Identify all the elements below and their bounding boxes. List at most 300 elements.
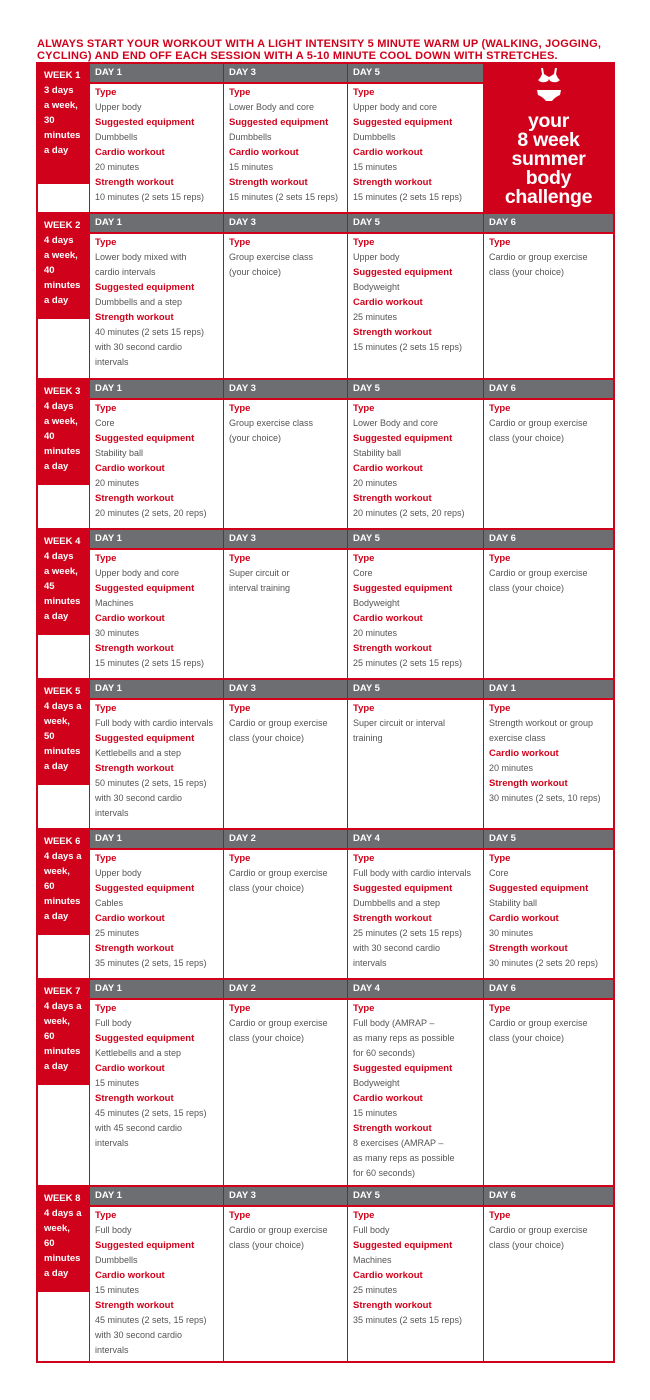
field-label: Type [229,553,251,564]
day-details [224,84,347,205]
week-frequency-line: week, [44,1223,70,1234]
field-label: Suggested equipment [353,883,453,894]
field-value: Dumbbells [229,132,272,142]
day-header: DAY 3 [224,680,347,700]
day-cell [348,1187,484,1361]
day-cell [224,64,348,212]
week-frequency-line: 4 days a [44,1001,82,1012]
field-value: 20 minutes [353,478,398,488]
day-details [348,550,483,671]
field-value: 15 minutes [353,162,398,172]
field-value: 25 minutes (2 sets 15 reps) [353,658,463,668]
week-label-block [38,214,89,319]
day-cell [348,680,484,828]
week-row [38,64,613,212]
day-details [348,700,483,746]
field-value: 20 minutes [95,478,140,488]
day-header: DAY 1 [90,980,223,1000]
day-header: DAY 3 [224,64,347,84]
field-label: Cardio workout [95,147,165,158]
field-value: Dumbbells and a step [353,898,441,908]
day-cell [90,980,224,1185]
day-header: DAY 1 [90,680,223,700]
week-frequency-line: minutes [44,130,81,141]
field-label: Type [95,1003,117,1014]
field-value: Cardio or group exercise class (your choice) [489,1225,588,1250]
day-details [224,1207,347,1253]
day-cell [224,530,348,678]
field-value: 30 minutes (2 sets, 10 reps) [489,793,601,803]
week-frequency-line: minutes [44,746,81,757]
day-header: DAY 3 [224,380,347,400]
field-value: Bodyweight [353,282,400,292]
field-value: Full body with cardio intervals [353,868,472,878]
day-details [90,84,223,205]
field-label: Type [95,703,117,714]
field-value: Full body (AMRAP – as many reps as possible for 60 seconds) [353,1018,455,1058]
week-frequency-line: a day [44,911,69,922]
day-cell [484,1187,613,1361]
week-frequency-line: week, [44,1016,70,1027]
week-frequency-line: 60 [44,1238,55,1249]
day-details [224,850,347,896]
week-frequency-line: 4 days [44,235,74,246]
day-details [348,84,483,205]
bikini-icon [536,68,562,106]
week-label-cell [38,1187,90,1361]
field-label: Type [229,853,251,864]
field-label: Type [229,1003,251,1014]
field-label: Strength workout [353,1300,432,1311]
intro-instructions: ALWAYS START YOUR WORKOUT WITH A LIGHT INTENSITY 5 MINUTE WARM UP (WALKING, JOGGING, CYCLING) AND END OFF EACH SESSION WITH A 5-10 MINUTE COOL DOWN WITH STRETCHES. [37,38,602,62]
week-label-block [38,380,89,485]
field-value: Lower Body and core [353,418,439,428]
field-label: Suggested equipment [353,267,453,278]
day-cell [224,380,348,528]
week-frequency-line: 4 days a [44,851,82,862]
field-label: Type [353,1210,375,1221]
field-label: Strength workout [353,1123,432,1134]
field-value: Upper body [95,102,142,112]
field-value: Upper body [353,252,400,262]
field-value: 30 minutes [489,928,534,938]
day-cell [484,680,613,828]
field-value: Full body [353,1225,390,1235]
field-label: Type [229,703,251,714]
week-frequency-line: 45 [44,581,55,592]
week-label-cell [38,380,90,528]
field-label: Strength workout [489,943,568,954]
day-header: DAY 6 [484,380,613,400]
week-frequency-line: 50 [44,731,55,742]
day-details [224,400,347,446]
week-number: WEEK 2 [44,220,81,231]
week-row [38,212,613,378]
field-value: Cardio or group exercise class (your choice) [229,718,328,743]
field-label: Type [95,1210,117,1221]
field-label: Type [353,403,375,414]
day-header: DAY 5 [348,214,483,234]
field-value: 20 minutes [353,628,398,638]
field-label: Strength workout [95,493,174,504]
day-cell [484,980,613,1185]
field-value: 15 minutes (2 sets 15 reps) [95,658,205,668]
field-label: Suggested equipment [353,117,453,128]
field-value: Cardio or group exercise class (your choice) [489,568,588,593]
field-label: Type [229,1210,251,1221]
week-row [38,528,613,678]
day-details [348,1207,483,1328]
field-value: Full body with cardio intervals [95,718,214,728]
week-frequency-line: a week, [44,566,78,577]
field-value: 20 minutes (2 sets, 20 reps) [353,508,465,518]
field-label: Suggested equipment [95,282,195,293]
day-details [348,234,483,355]
day-cell [348,64,484,212]
week-frequency-line: 4 days [44,551,74,562]
field-label: Suggested equipment [229,117,329,128]
field-value: 45 minutes (2 sets, 15 reps) with 45 second cardio intervals [95,1108,207,1148]
field-value: 25 minutes [95,928,140,938]
field-value: Stability ball [489,898,538,908]
day-cell [484,830,613,978]
field-label: Cardio workout [95,1063,165,1074]
field-label: Type [489,1210,511,1221]
week-frequency-line: 60 [44,881,55,892]
week-row [38,1185,613,1361]
field-value: Dumbbells [353,132,396,142]
day-header: DAY 5 [484,830,613,850]
challenge-title-line: your [527,110,570,132]
week-frequency-line: a week, [44,250,78,261]
field-label: Cardio workout [489,748,559,759]
day-details [224,234,347,280]
field-value: 20 minutes [95,162,140,172]
day-cell [484,380,613,528]
field-label: Strength workout [353,327,432,338]
week-frequency-line: minutes [44,896,81,907]
field-label: Type [95,553,117,564]
field-label: Type [489,1003,511,1014]
week-label-block [38,830,89,935]
day-details [484,1207,613,1253]
field-label: Strength workout [95,1300,174,1311]
field-value: Dumbbells and a step [95,297,183,307]
day-details [484,234,613,280]
field-value: 35 minutes (2 sets, 15 reps) [95,958,207,968]
field-label: Type [489,403,511,414]
field-label: Type [95,403,117,414]
day-cell [348,380,484,528]
field-value: 35 minutes (2 sets 15 reps) [353,1315,463,1325]
field-label: Suggested equipment [95,583,195,594]
day-header: DAY 3 [224,1187,347,1207]
week-frequency-line: a day [44,761,69,772]
week-frequency-line: 40 [44,265,55,276]
field-label: Cardio workout [489,913,559,924]
week-frequency-line: a day [44,1061,69,1072]
week-label-cell [38,530,90,678]
field-value: Cardio or group exercise class (your choice) [489,1018,588,1043]
week-label-cell [38,980,90,1185]
day-cell [224,830,348,978]
week-label-cell [38,214,90,378]
field-label: Cardio workout [353,463,423,474]
field-label: Strength workout [95,312,174,323]
day-header: DAY 5 [348,1187,483,1207]
field-label: Cardio workout [353,613,423,624]
field-label: Suggested equipment [95,1033,195,1044]
week-label-block [38,1187,89,1292]
field-value: Upper body and core [95,568,180,578]
day-header: DAY 1 [90,1187,223,1207]
week-number: WEEK 1 [44,70,81,81]
field-label: Strength workout [353,913,432,924]
day-details [484,400,613,446]
field-value: Bodyweight [353,598,400,608]
field-value: Lower Body and core [229,102,315,112]
week-number: WEEK 5 [44,686,81,697]
day-header: DAY 6 [484,980,613,1000]
field-value: 15 minutes (2 sets 15 reps) [353,342,463,352]
field-label: Type [95,853,117,864]
week-label-cell [38,680,90,828]
week-label-cell [38,64,90,212]
week-label-block [38,530,89,635]
week-frequency-line: week, [44,866,70,877]
week-frequency-line: minutes [44,1046,81,1057]
field-value: 15 minutes [229,162,274,172]
day-cell [90,530,224,678]
field-value: Super circuit or interval training [229,568,291,593]
field-label: Type [489,853,511,864]
week-frequency-line: 60 [44,1031,55,1042]
day-details [90,400,223,521]
field-value: 30 minutes (2 sets 20 reps) [489,958,599,968]
field-label: Type [353,853,375,864]
week-frequency-line: 30 [44,115,55,126]
day-cell [90,680,224,828]
day-header: DAY 3 [224,214,347,234]
field-label: Cardio workout [353,297,423,308]
field-label: Suggested equipment [95,733,195,744]
field-value: Kettlebells and a step [95,1048,182,1058]
week-frequency-line: minutes [44,596,81,607]
field-label: Suggested equipment [353,1063,453,1074]
challenge-title-line: summer [511,148,586,170]
field-value: Kettlebells and a step [95,748,182,758]
day-details [484,700,613,806]
week-row [38,978,613,1185]
challenge-title-line: 8 week [517,129,580,151]
day-header: DAY 1 [484,680,613,700]
day-header: DAY 6 [484,530,613,550]
day-details [90,700,223,821]
day-details [90,550,223,671]
field-value: Lower body mixed with cardio intervals [95,252,187,277]
field-value: 50 minutes (2 sets, 15 reps) with 30 second cardio intervals [95,778,207,818]
field-label: Strength workout [95,177,174,188]
day-details [90,1207,223,1358]
day-header: DAY 2 [224,830,347,850]
field-label: Cardio workout [353,1270,423,1281]
day-details [484,850,613,971]
field-value: 20 minutes [489,763,534,773]
day-cell [90,830,224,978]
field-label: Suggested equipment [353,583,453,594]
field-label: Suggested equipment [95,117,195,128]
field-value: Machines [95,598,134,608]
week-row [38,378,613,528]
field-value: Super circuit or interval training [353,718,446,743]
day-cell [90,64,224,212]
field-label: Strength workout [95,643,174,654]
day-header: DAY 1 [90,380,223,400]
day-details [90,234,223,370]
field-label: Strength workout [353,177,432,188]
day-cell [90,214,224,378]
field-value: 30 minutes [95,628,140,638]
field-value: 15 minutes (2 sets 15 reps) [229,192,339,202]
day-details [224,700,347,746]
challenge-title-line: challenge [504,186,593,208]
day-cell [348,830,484,978]
week-label-cell [38,830,90,978]
field-value: Cardio or group exercise class (your choice) [229,1018,328,1043]
field-label: Cardio workout [353,1093,423,1104]
week-number: WEEK 8 [44,1193,81,1204]
day-details [348,1000,483,1181]
day-cell [224,1187,348,1361]
week-frequency-line: 40 [44,431,55,442]
field-label: Cardio workout [95,913,165,924]
field-label: Cardio workout [229,147,299,158]
week-label-block [38,680,89,785]
day-cell [348,214,484,378]
field-value: 10 minutes (2 sets 15 reps) [95,192,205,202]
day-header: DAY 6 [484,1187,613,1207]
field-value: Upper body and core [353,102,438,112]
day-details [224,1000,347,1046]
field-label: Type [229,403,251,414]
week-frequency-line: a day [44,1268,69,1279]
field-value: Core [489,868,509,878]
day-cell [348,980,484,1185]
week-frequency-line: week, [44,716,70,727]
day-header: DAY 1 [90,64,223,84]
field-label: Suggested equipment [489,883,589,894]
field-value: Group exercise class (your choice) [229,252,314,277]
day-header: DAY 1 [90,214,223,234]
field-value: 40 minutes (2 sets 15 reps) with 30 second cardio intervals [95,327,205,367]
day-header: DAY 1 [90,830,223,850]
field-value: Stability ball [353,448,402,458]
day-header: DAY 2 [224,980,347,1000]
day-cell [484,530,613,678]
field-label: Strength workout [353,493,432,504]
week-frequency-line: 3 days [44,85,74,96]
week-number: WEEK 4 [44,536,81,547]
field-value: 15 minutes (2 sets 15 reps) [353,192,463,202]
day-cell [90,380,224,528]
day-cell [224,680,348,828]
field-value: 20 minutes (2 sets, 20 reps) [95,508,207,518]
field-value: 25 minutes [353,312,398,322]
day-header: DAY 5 [348,530,483,550]
week-frequency-line: minutes [44,446,81,457]
challenge-badge [484,64,613,212]
day-header: DAY 4 [348,830,483,850]
field-value: Machines [353,1255,392,1265]
field-value: Upper body [95,868,142,878]
day-details [224,550,347,596]
day-cell [224,214,348,378]
day-cell [224,980,348,1185]
week-frequency-line: a day [44,461,69,472]
field-label: Suggested equipment [353,1240,453,1251]
day-details [90,850,223,971]
challenge-title-line: body [525,167,572,189]
week-frequency-line: a day [44,611,69,622]
workout-schedule-table [36,62,615,1363]
day-header: DAY 5 [348,680,483,700]
field-value: Strength workout or group exercise class [489,718,594,743]
week-row [38,828,613,978]
field-value: Core [353,568,373,578]
field-label: Type [353,703,375,714]
week-label-block [38,980,89,1085]
field-label: Cardio workout [95,613,165,624]
day-cell [90,1187,224,1361]
field-value: 8 exercises (AMRAP – as many reps as possible for 60 seconds) [353,1138,455,1178]
week-frequency-line: a day [44,295,69,306]
field-label: Type [489,553,511,564]
day-header: DAY 3 [224,530,347,550]
field-value: Cardio or group exercise class (your choice) [489,252,588,277]
week-frequency-line: a week, [44,416,78,427]
field-label: Type [229,237,251,248]
field-label: Type [353,237,375,248]
field-label: Strength workout [95,763,174,774]
week-row [38,678,613,828]
day-details [484,550,613,596]
field-value: Cardio or group exercise class (your choice) [489,418,588,443]
field-value: Full body [95,1225,132,1235]
field-value: 15 minutes [95,1285,140,1295]
field-label: Suggested equipment [95,433,195,444]
field-value: Stability ball [95,448,144,458]
week-label-block [38,64,89,184]
field-value: 25 minutes [353,1285,398,1295]
field-value: 25 minutes (2 sets 15 reps) with 30 second cardio intervals [353,928,463,968]
field-label: Type [353,553,375,564]
week-frequency-line: minutes [44,280,81,291]
week-number: WEEK 3 [44,386,81,397]
field-value: 15 minutes [353,1108,398,1118]
day-header: DAY 4 [348,980,483,1000]
day-header: DAY 5 [348,64,483,84]
field-value: Full body [95,1018,132,1028]
day-details [348,850,483,971]
field-label: Type [229,87,251,98]
day-header: DAY 5 [348,380,483,400]
week-number: WEEK 7 [44,986,81,997]
day-details [90,1000,223,1151]
field-value: Cables [95,898,124,908]
field-value: 15 minutes [95,1078,140,1088]
field-value: Dumbbells [95,132,138,142]
field-value: Core [95,418,115,428]
